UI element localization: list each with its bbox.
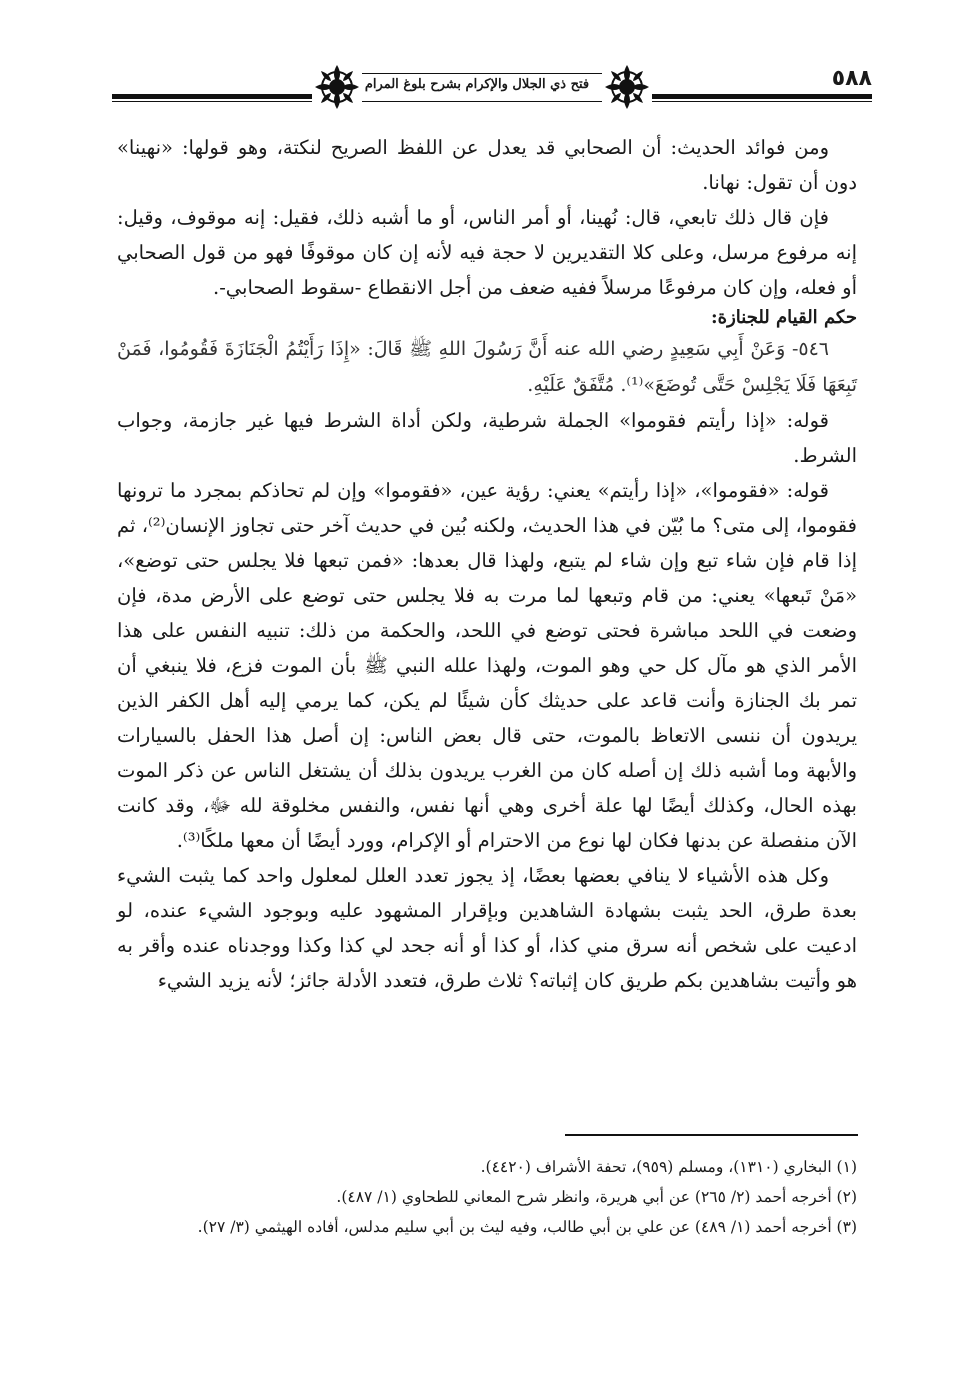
ornament-right-icon	[602, 62, 652, 112]
footnote: (٢) أخرجه أحمد (٢/ ٢٦٥) عن أبي هريرة، وانظر شرح المعاني للطحاوي (١/ ٤٨٧).	[336, 1188, 857, 1206]
footnote: (٣) أخرجه أحمد (١/ ٤٨٩) عن علي بن أبي طالب، وفيه ليث بن أبي سليم مدلس، أفاده الهيثمي (٣/ ٢٧).	[197, 1218, 857, 1236]
header-rule-left-thin	[112, 101, 312, 102]
paragraph: قوله: «إذا رأيتم فقوموا» الجملة شرطية، ولكن أداة الشرط فيها غير جازمة، وجواب الشرط.	[117, 409, 857, 467]
header-rule-right	[652, 94, 872, 99]
footnote: (١) البخاري (١٣١٠)، ومسلم (٩٥٩)، تحفة الأشراف (٤٤٢٠).	[480, 1158, 857, 1176]
book-title: فتح ذي الجلال والإكرام بشرح بلوغ المرام	[364, 77, 590, 92]
paragraph: وكل هذه الأشياء لا ينافي بعضها بعضًا، إذ يجوز تعدد العلل لمعلول واحد كما يثبت الشيء بعدة طرق، الحد يثبت بشهادة الشاهدين وبإقرار المشهود عليه وبوجود الشيء عنده، لو ادعيت على شخص أنه سرق مني كذا، أو كذا أو أنه جحد لي كذا وكذا ووجدناه عنده وأقر به هو وأتيت بشاهدين بكم طريق كان إثباته؟ ثلاث طرق، فتعدد الأدلة جائز؛ لأنه يزيد الشيء	[117, 864, 857, 992]
section-heading: حكم القيام للجنازة:	[711, 307, 857, 328]
header-rule-left	[112, 94, 312, 99]
paragraph: قوله: «فقوموا»، «إذا رأيتم» يعني: رؤية عين، «فقوموا» وإن لم تحاذكم بمجرد ما ترونها فقوموا، إلى متى؟ ما بُيّن في هذا الحديث، ولكنه بُين في حديث آخر حتى تجاوز الإنسان⁽²⁾، ثم إذا قام فإن شاء تبع وإن شاء لم يتبع، ولهذا قال بعدها: «فمن تبعها فلا يجلس حتى توضع»، «مَنْ تَبعها» يعني: من قام وتبعها لما مرت به فلا يجلس حتى توضع على الأرض مدة، فإن وضعت في اللحد مباشرة فحتى توضع في اللحد، والحكمة من ذلك: تنبيه النفس على هذا الأمر الذي هو مآل كل حي وهو الموت، ولهذا علله النبي ﷺ بأن الموت فزع، فلا ينبغي أن تمر بك الجنازة وأنت قاعد على حديثك كأن شيئًا لم يكن، كما يرمي إليه أهل الكفر الذين يريدون أن ننسى الاتعاظ بالموت، حتى قال بعض الناس: إن أصل هذا الحفل بالسيارات والأبهة وما أشبه ذلك إن أصله كان من الغرب يريدون بذلك أن يشتغل الناس عن ذكر الموت بهذه الحال، وكذلك أيضًا لها علة أخرى وهي أنها نفس، والنفس مخلوقة لله ﷻ، وقد كانت الآن منفصلة عن بدنها فكان لها نوع من الاحترام أو الإكرام، وورد أيضًا أن معها ملكًا⁽³⁾.	[117, 479, 857, 852]
paragraph: فإن قال ذلك تابعي، قال: نُهينا، أو أمر الناس، أو ما أشبه ذلك، فقيل: إنه موقوف، وقيل: إنه مرفوع مرسل، وعلى كلا التقديرين لا حجة فيه لأنه إن كان موقوفًا فهو من قول الصحابي أو فعله، وإن كان مرفوعًا مرسلاً ففيه ضعف من أجل الانقطاع -سقوط الصحابي-.	[117, 206, 857, 299]
header-rule-right-thin	[652, 101, 872, 102]
running-header	[112, 60, 872, 120]
page-number: ٥٨٨	[831, 66, 872, 91]
main-text	[117, 130, 857, 998]
header-rule-bottom	[362, 101, 602, 102]
hadith-text: ٥٤٦- وَعَنْ أَبِي سَعِيدٍ رضي الله عنه أَنَّ رَسُولَ اللهِ ﷺ قَالَ: «إِذَا رَأَيْتُمُ الْجَنَازَةَ فَقُومُوا، فَمَنْ تَبِعَهَا فَلَا يَجْلِسْ حَتَّى تُوضَعَ»⁽¹⁾. مُتَّفَقٌ عَلَيْهِ.	[117, 338, 857, 396]
footnotes	[117, 1152, 857, 1242]
footnote-separator	[565, 1134, 858, 1136]
paragraph: ومن فوائد الحديث: أن الصحابي قد يعدل عن اللفظ الصريح لنكتة، وهو قولها: «نهينا» دون أن تقول: نهانا.	[117, 136, 857, 194]
header-rule-top	[362, 73, 602, 74]
